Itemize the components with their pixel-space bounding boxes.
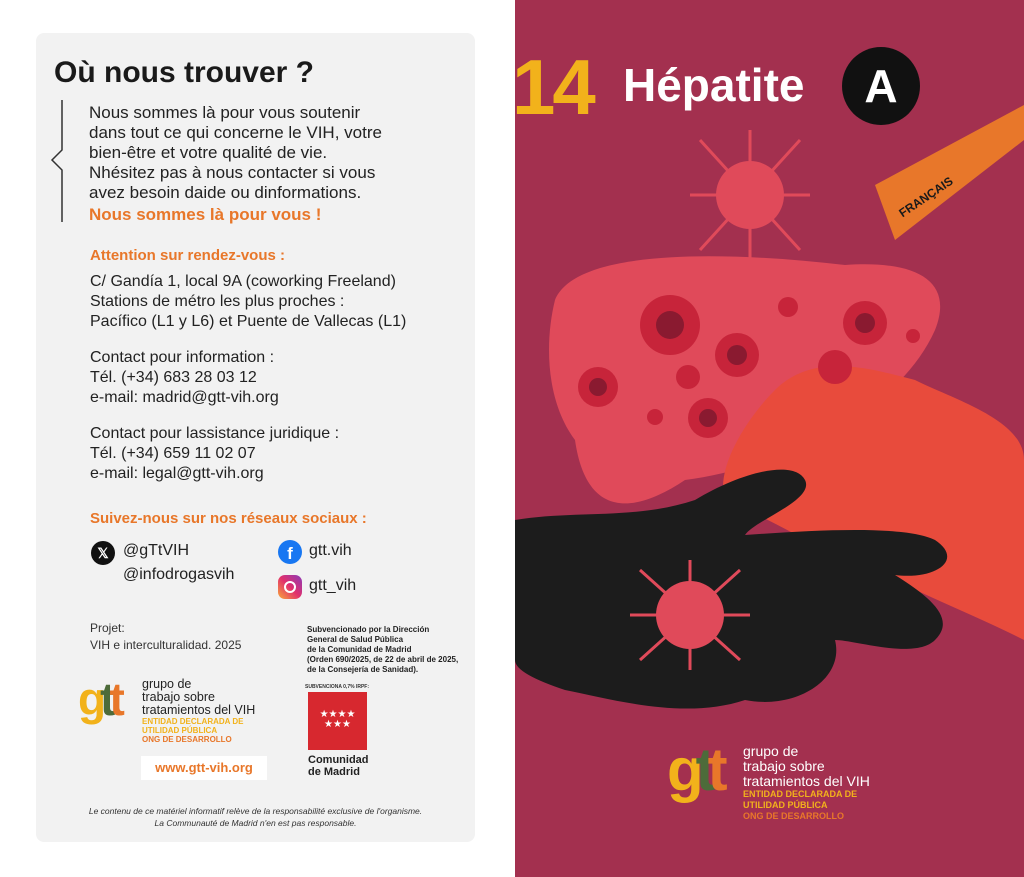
cover-title: Hépatite [623, 59, 805, 111]
appointment-heading: Attention sur rendez-vous : [90, 247, 286, 264]
disclaimer: Le contenu de ce matériel informatif relève de la responsabilité exclusive de l'organisme. La Communauté de Madrid n'en est pas responsable. [88, 806, 423, 828]
social-heading: Suivez-nous sur nos réseaux sociaux : [90, 510, 367, 527]
madrid-logo-text: Comunidad de Madrid [308, 754, 369, 778]
contact-info: Contact pour information : Tél. (+34) 683 28 03 12 e-mail: madrid@gtt-vih.org [90, 349, 279, 406]
language-ribbon [875, 105, 1024, 240]
email-link[interactable]: e-mail: legal@gtt-vih.org [90, 465, 264, 482]
issue-number: 14 [512, 43, 593, 131]
contact-legal: Contact pour lassistance juridique : Tél. (+34) 659 11 02 07 e-mail: legal@gtt-vih.org [90, 425, 340, 482]
intro-text: Nous sommes là pour vous soutenir dans tout ce qui concerne le VIH, votre bien-être et votre qualité de vie. Nhésitez pas à nous contacter si vous avez besoin daide ou dinformations. Nous sommes là pour vous ! [89, 103, 382, 224]
facebook-icon[interactable]: f [278, 540, 302, 564]
social-instagram[interactable]: gtt_vih [309, 577, 357, 594]
instagram-icon[interactable] [278, 575, 302, 599]
irpf-label: SUBVENCIONA 0,7% IRPF: [305, 684, 369, 690]
tagline: Nous sommes là pour vous ! [89, 205, 322, 224]
project-info: Projet: VIH e interculturalidad. 2025 [90, 621, 242, 652]
gtt-logo-cover: gtt [667, 736, 720, 803]
page-title: Où nous trouver ? [54, 56, 315, 89]
social-x[interactable]: @gTtVIH @infodrogasvih [123, 542, 235, 583]
gtt-name-cover: grupo de trabajo sobre tratamientos del VIH ENTIDAD DECLARADA DE UTILIDAD PÚBLICA ONG DE DESARROLLO [743, 743, 870, 821]
x-icon[interactable]: 𝕏 [91, 541, 115, 565]
subsidy-text: Subvencionado por la Dirección General de Salud Pública de la Comunidad de Madrid (Orden 690/2025, de 22 de abril de 2025, de la Consejería de Sanidad). [307, 625, 459, 674]
email-link[interactable]: e-mail: madrid@gtt-vih.org [90, 389, 279, 406]
hepatitis-letter-badge: A [842, 47, 920, 125]
madrid-flag-logo: ★★★★ ★★★ [308, 692, 367, 750]
gtt-logo: gtt [78, 673, 119, 725]
bracket-decoration [48, 100, 68, 224]
address: C/ Gandía 1, local 9A (coworking Freeland) Stations de métro les plus proches : Pacífico (L1 y L6) et Puente de Vallecas (L1) [90, 273, 407, 330]
social-facebook[interactable]: gtt.vih [309, 542, 352, 559]
gtt-name: grupo de trabajo sobre tratamientos del VIH ENTIDAD DECLARADA DE UTILIDAD PÚBLICA ONG DE DESARROLLO [142, 677, 256, 744]
website-link[interactable]: www.gtt-vih.org [141, 756, 267, 780]
language-label: FRANÇAIS [896, 173, 956, 221]
cover-panel [512, 0, 1024, 877]
